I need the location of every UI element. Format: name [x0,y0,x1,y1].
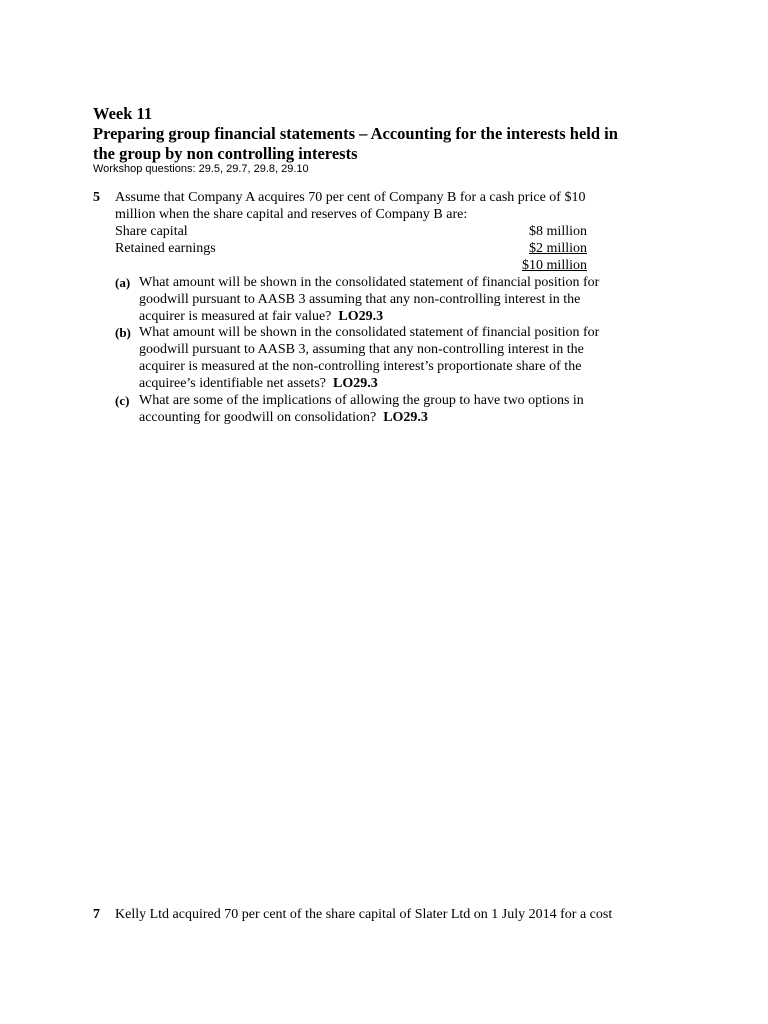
subquestion-label: (c) [115,393,130,408]
total-value: $10 million [522,258,587,273]
learning-objective-tag: LO29.3 [332,376,378,391]
table-row [115,223,587,240]
question-7-text: Kelly Ltd acquired 70 per cent of the share capital of Slater Ltd on 1 July 2014 for a cost [115,907,613,922]
learning-objective-tag: LO29.3 [338,309,384,324]
subquestion-body [139,324,667,392]
row-value: $8 million [529,224,587,239]
subquestion-line-last [139,308,667,325]
subquestion-label: (a) [115,275,131,290]
row-value: $2 million [529,241,587,256]
page-title [93,124,693,164]
subquestion-line: goodwill pursuant to AASB 3, assuming that any non-controlling interest in the [139,342,584,357]
question-5-intro-line-2: million when the share capital and reserves of Company B are: [115,207,468,222]
question-7-number: 7 [93,907,100,922]
share-capital-table [115,223,587,274]
workshop-questions: Workshop questions: 29.5, 29.7, 29.8, 29.10 [93,163,309,175]
subquestion-line: What are some of the implications of allowing the group to have two options in [139,393,584,408]
subquestion-body [139,274,667,325]
row-label: Retained earnings [115,241,216,256]
subquestion-line-last [139,375,667,392]
subquestion-body [139,392,667,426]
subquestion-line-text: acquirer is measured at fair value? [139,309,332,324]
page-title-line-1: Preparing group financial statements – Accounting for the interests held in [93,124,618,143]
question-5-intro-line-1: Assume that Company A acquires 70 per cent of Company B for a cash price of $10 [115,190,586,205]
subquestion-line: What amount will be shown in the consolidated statement of financial position for [139,325,600,340]
subquestion-line-text: accounting for goodwill on consolidation? [139,410,377,425]
question-5-intro [115,189,660,223]
subquestion-line-text: acquiree’s identifiable net assets? [139,376,326,391]
subquestion-line: What amount will be shown in the consolidated statement of financial position for [139,275,600,290]
table-row [115,240,587,257]
table-row-total [115,257,587,274]
row-label: Share capital [115,224,188,239]
subquestion-line: acquirer is measured at the non-controlling interest’s proportionate share of the [139,359,582,374]
learning-objective-tag: LO29.3 [383,410,428,425]
subquestion-line: goodwill pursuant to AASB 3 assuming that any non-controlling interest in the [139,292,581,307]
subquestion-line-last [139,409,667,426]
week-heading: Week 11 [93,104,153,123]
question-5-number: 5 [93,190,100,205]
subquestion-label: (b) [115,325,131,340]
page-title-line-2: the group by non controlling interests [93,144,358,163]
